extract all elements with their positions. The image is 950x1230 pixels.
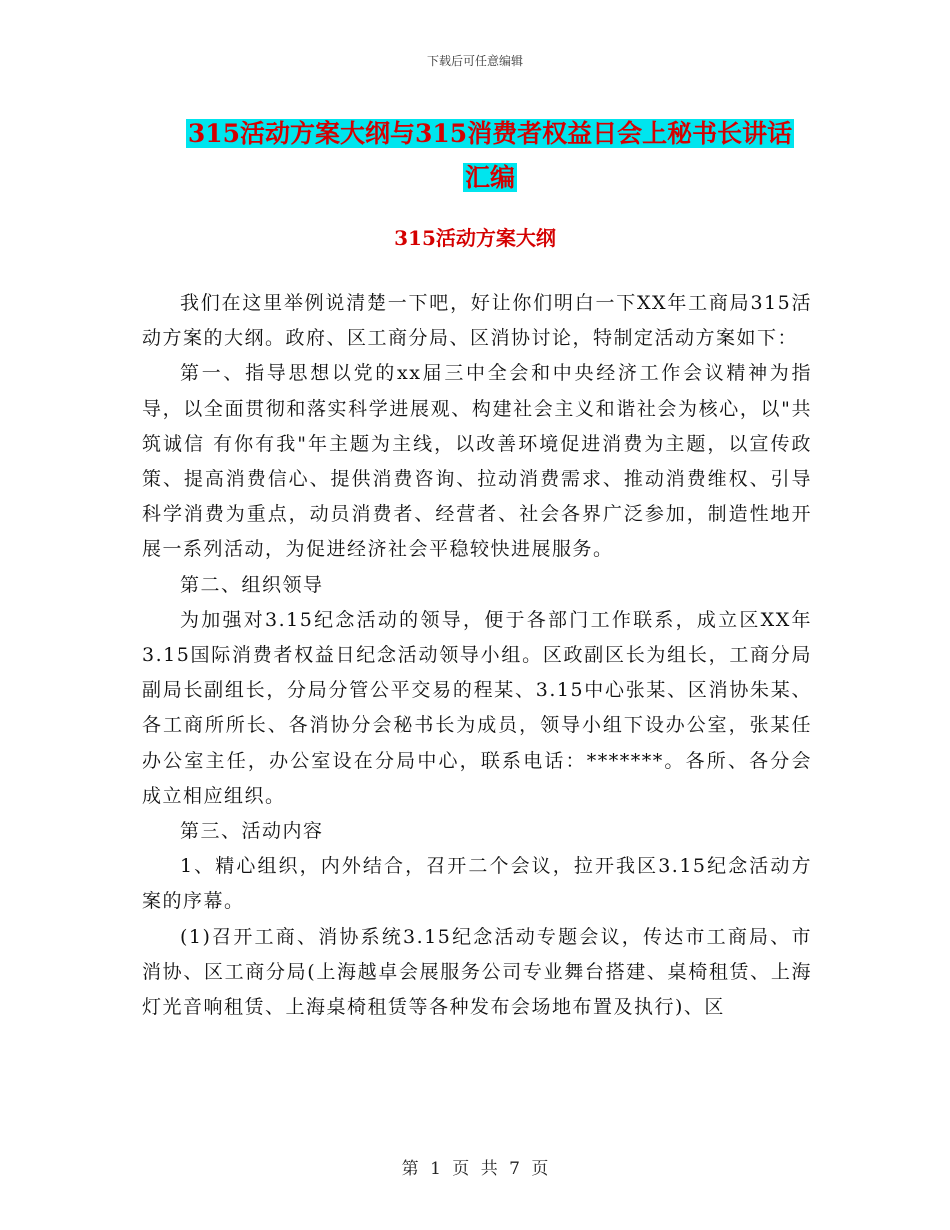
paragraph: 我们在这里举例说清楚一下吧，好让你们明白一下XX年工商局315活动方案的大纲。政府、区工商分局、区消协讨论，特制定活动方案如下： xyxy=(142,292,812,350)
document-title xyxy=(140,112,840,200)
paragraph: (1)召开工商、消协系统3.15纪念活动专题会议，传达市工商局、市消协、区工商分局(上海越卓会展服务公司专业舞台搭建、桌椅租赁、上海灯光音响租赁、上海桌椅租赁等各种发布会场地布置及执行)、区 xyxy=(142,925,812,1019)
paragraph: 第一、指导思想以党的xx届三中全会和中央经济工作会议精神为指导，以全面贯彻和落实科学进展观、构建社会主义和谐社会为核心，以"共筑诚信 有你有我"年主题为主线，以改善环境促进消费为主题，以宣传政策、提高消费信心、提供消费咨询、拉动消费需求、推动消费维权、引导科学消费为重点，动员消费者、经营者、社会各界广泛参加，制造性地开展一系列活动，为促进经济社会平稳较快进展服务。 xyxy=(142,362,812,561)
paragraph: 第三、活动内容 xyxy=(180,820,324,843)
paragraph: 1、精心组织，内外结合，召开二个会议，拉开我区3.15纪念活动方案的序幕。 xyxy=(142,855,812,913)
section-title: 315活动方案大纲 xyxy=(394,226,556,250)
document-body xyxy=(142,286,812,1025)
page-header-note: 下载后可任意编辑 xyxy=(426,54,523,68)
paragraph: 为加强对3.15纪念活动的领导，便于各部门工作联系，成立区XX年3.15国际消费者权益日纪念活动领导小组。区政副区长为组长，工商分局副局长副组长，分局分管公平交易的程某、3.15中心张某、区消协朱某、各工商所所长、各消协分会秘书长为成员，领导小组下设办公室，张某任办公室主任，办公室设在分局中心，联系电话：*******。各所、各分会成立相应组织。 xyxy=(142,608,812,807)
document-title-line2: 汇编 xyxy=(464,163,515,192)
paragraph: 第二、组织领导 xyxy=(180,573,324,596)
document-title-line1: 315活动方案大纲与315消费者权益日会上秘书长讲话 xyxy=(187,119,793,148)
page-footer: 第 1 页 共 7 页 xyxy=(401,1159,549,1179)
